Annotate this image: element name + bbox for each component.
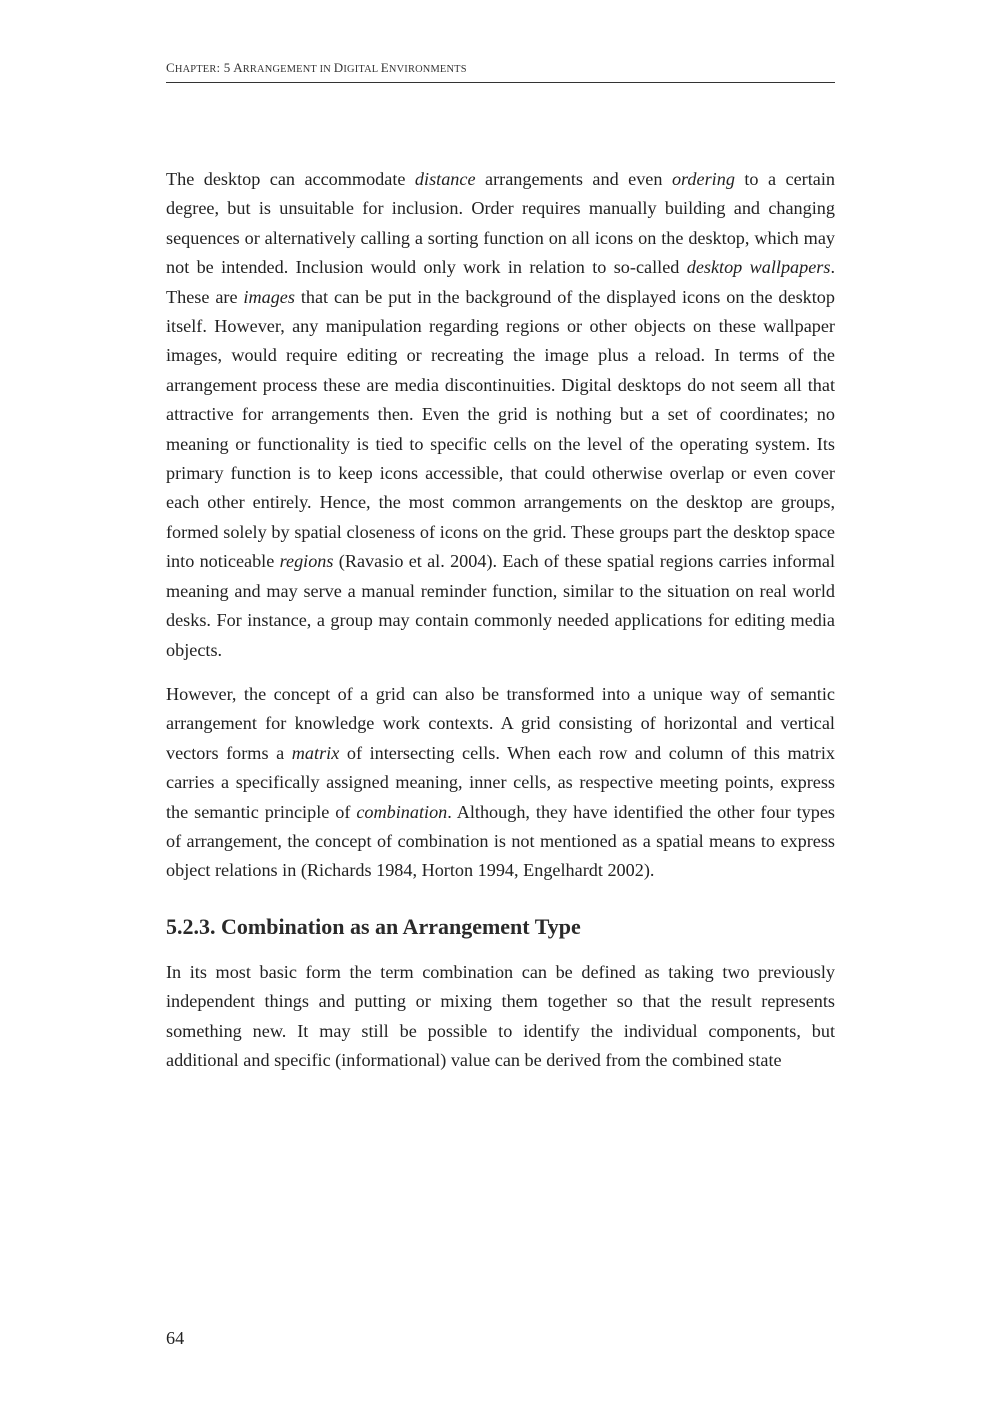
- emphasis-text: desktop wallpapers: [686, 257, 831, 278]
- running-head: [166, 60, 835, 83]
- running-head-part: D: [333, 60, 344, 75]
- running-head-part: HAPTER: [174, 64, 217, 75]
- page-number: 64: [166, 1328, 185, 1348]
- running-head-part: RRANGEMENT IN: [242, 64, 334, 75]
- emphasis-text: images: [243, 286, 295, 307]
- emphasis-text: combination: [356, 801, 448, 822]
- emphasis-text: matrix: [291, 742, 340, 763]
- running-head-part: IGITAL: [343, 64, 381, 75]
- running-head-part: : 5: [216, 60, 234, 75]
- page-content: [166, 165, 835, 1075]
- paragraph: The desktop can accommodate distance arrangements and even ordering to a certain degree, but is unsuitable for inclusion. Order requires manually building and changing sequences or alternatively calling a sorting function on all icons on the desktop, which may not be intended. Inclusion would only work in relation to so-called desktop wallpapers. These are images that can be put in the background of the displayed icons on the desktop itself. However, any manipulation regarding regions or other objects on these wallpaper images, would require editing or recreating the image plus a reload. In terms of the arrangement process these are media discontinuities. Digital desktops do not seem all that attractive for arrangements then. Even the grid is nothing but a set of coordinates; no meaning or functionality is tied to specific cells on the level of the operating system. Its primary function is to keep icons accessible, that could otherwise overlap or even cover each other entirely. Hence, the most common arrangements on the desktop are groups, formed solely by spatial closeness of icons on the grid. These groups part the desktop space into noticeable regions (Ravasio et al. 2004). Each of these spatial regions carries informal meaning and may serve a manual reminder function, similar to the situation on real world desks. For instance, a group may contain commonly needed applications for editing media objects.: [166, 169, 836, 660]
- running-head-part: E: [380, 60, 389, 75]
- paragraph: However, the concept of a grid can also be transformed into a unique way of semantic arrangement for knowledge work contexts. A grid consisting of horizontal and vertical vectors forms a matrix of intersecting cells. When each row and column of this matrix carries a specifically assigned meaning, inner cells, as respective meeting points, express the semantic principle of combination. Although, they have identified the other four types of arrangement, the concept of combination is not mentioned as a spatial means to express object relations in (Richards 1984, Horton 1994, Engelhardt 2002).: [166, 683, 836, 881]
- paragraph: In its most basic form the term combination can be defined as taking two previously independent things and putting or mixing them together so that the result represents something new. It may still be possible to identify the individual components, but additional and specific (informational) value can be derived from the combined state: [166, 961, 835, 1070]
- section-heading: 5.2.3. Combination as an Arrangement Type: [166, 913, 581, 939]
- emphasis-text: ordering: [671, 169, 735, 189]
- running-head-part: NVIRONMENTS: [388, 64, 467, 75]
- running-head-part: C: [166, 60, 175, 75]
- running-head-part: A: [233, 60, 243, 75]
- emphasis-text: regions: [279, 551, 334, 572]
- emphasis-text: distance: [414, 169, 476, 189]
